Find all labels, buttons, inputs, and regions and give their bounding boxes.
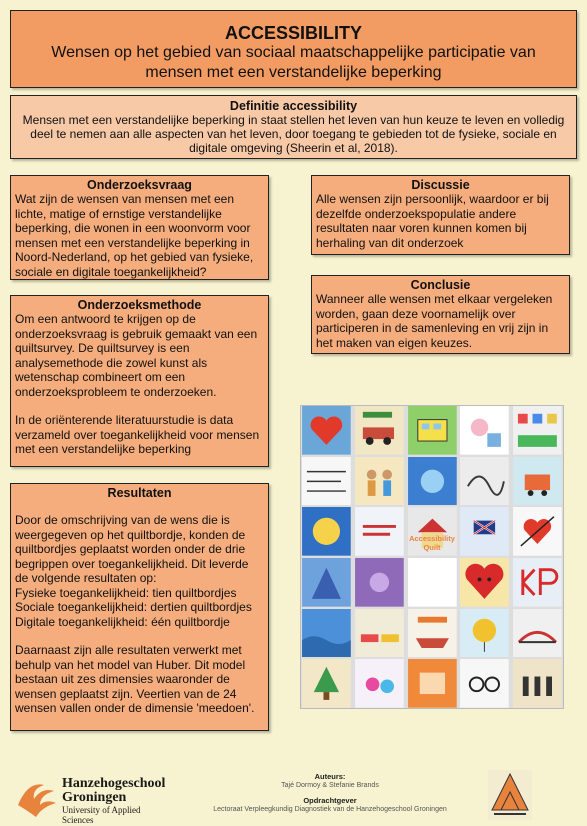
quilt-tile-kp [512, 558, 563, 607]
quilt-tile-car [354, 406, 405, 455]
quilt-tile-flag [459, 507, 510, 556]
conclusie-title: Conclusie [410, 278, 471, 292]
quilt-tile-cars [354, 609, 405, 658]
quilt-tile-balloon [459, 609, 510, 658]
auteurs-label: Auteurs: [314, 772, 346, 781]
quilt-tile-text [354, 507, 405, 556]
logo-subtitle: University of Applied Sciences [62, 805, 141, 825]
quilt-tile-orange [407, 659, 458, 708]
quilt-tile-glasses [459, 659, 510, 708]
onderzoeksmethode-title: Onderzoeksmethode [77, 298, 202, 312]
onderzoeksvraag-box [10, 175, 269, 280]
quilt-tile-blocks [512, 406, 563, 455]
credits [180, 772, 480, 814]
quilt-tile-blue-circle [301, 507, 352, 556]
poster-subtitle-line2: mensen met een verstandelijke beperking [145, 64, 442, 81]
poster-title: ACCESSIBILITY [224, 23, 362, 43]
resultaten-item: Digitale toegankelijkheid: één quiltbordje [15, 614, 230, 629]
quilt-tile-triangle [301, 558, 352, 607]
logo-name-line1: Hanzehogeschool [62, 776, 166, 791]
definitie-title: Definitie accessibility [229, 99, 358, 113]
discussie-title: Discussie [411, 178, 470, 192]
onderzoeksmethode-box [10, 295, 269, 467]
quilt-tile-figures [512, 659, 563, 708]
lectoraat-emblem-icon [488, 770, 532, 820]
onderzoeksmethode-paragraph: Om een antwoord te krijgen op de onderzoeksvraag is gebruik gemaakt van een quiltsurvey. De quiltsurvey is een analysemethode die zowel kunst als wetenschap combineert om een onderzoeksprobleem te onderzoeken. [15, 312, 258, 399]
conclusie-text: Wanneer alle wensen met elkaar vergeleken worden, gaan deze voornamelijk over participeren in de samenleving en vrij zijn in het maken van eigen keuzes. [316, 292, 553, 350]
onderzoeksvraag-title: Onderzoeksvraag [87, 178, 192, 192]
opdrachtgever-name: Lectoraat Verpleegkundig Diagnostiek van de Hanzehogeschool Groningen [213, 806, 447, 813]
quilt-tile-scribble [459, 457, 510, 506]
discussie-text: Alle wensen zijn persoonlijk, waardoor er bij dezelfde onderzoekspopulatie andere resultaten naar voren kunnen komen bij herhaling van dit onderzoek [316, 192, 549, 250]
hanzehogeschool-logo [14, 775, 174, 823]
resultaten-body [15, 513, 264, 716]
onderzoeksmethode-paragraph: In de oriënterende literatuurstudie is data verzameld over toegankelijkheid voor mensen met een verstandelijke beperking [15, 413, 260, 456]
quilt-tile-purple [354, 558, 405, 607]
definitie-box [10, 95, 577, 159]
accessibility-quilt-image [300, 405, 564, 709]
quilt-tile-boat [407, 609, 458, 658]
quilt-tile-heart-arrow [512, 507, 563, 556]
conclusie-box [311, 275, 570, 354]
logo-name-line2: Groningen [62, 790, 127, 805]
quilt-center-label [402, 534, 462, 552]
poster-header [10, 10, 577, 88]
quilt-tile-drawing [459, 406, 510, 455]
quilt-tile-big-heart [459, 558, 510, 607]
quilt-tile-bus [407, 406, 458, 455]
onderzoeksvraag-text: Wat zijn de wensen van mensen met een lichte, matige of ernstige verstandelijke beperking, die wonen in een woonvorm voor mensen met een verstandelijke beperking in Noord-Nederland, op het gebied van fysieke, sociale en digitale toegankelijkheid? [15, 192, 254, 279]
quilt-label-line1: Accessibility [409, 534, 455, 543]
quilt-tile-sea [301, 609, 352, 658]
resultaten-paragraph: Door de omschrijving van de wens die is weergegeven op het quiltbordje, konden de quiltbordjes geplaatst worden onder de drie begrippen over toegankelijkheid. Dit leverde de volgende resultaten op: [15, 513, 249, 585]
quilt-tile-blue [407, 457, 458, 506]
quilt-tile-cart [512, 457, 563, 506]
discussie-box [311, 175, 570, 255]
quilt-tile-center [407, 558, 458, 607]
definitie-text: Mensen met een verstandelijke beperking in staat stellen het leven van hun keuze te leven en volledig deel te nemen aan alle aspecten van het leven, door toegang te gebieden tot de fysieke, sociale en digitale omgeving (Sheerin et al, 2018). [22, 113, 565, 155]
onderzoeksmethode-body [15, 312, 264, 457]
poster-subtitle-line1: Wensen op het gebied van sociaal maatschappelijke participatie van [51, 44, 536, 61]
resultaten-item: Fysieke toegankelijkheid: tien quiltbordjes [15, 585, 237, 600]
logo-text [62, 777, 174, 825]
quilt-tile-snoep [354, 659, 405, 708]
quilt-tile-people [354, 457, 405, 506]
quilt-tile-bridge [512, 609, 563, 658]
quilt-tile-heart [301, 406, 352, 455]
quilt-tile-lines [301, 457, 352, 506]
hanze-flame-icon [14, 775, 60, 821]
auteurs-names: Tajé Dormoy & Stefanie Brands [281, 782, 379, 789]
quilt-label-line2: Quilt [423, 543, 441, 552]
opdrachtgever-label: Opdrachtgever [303, 796, 357, 805]
resultaten-paragraph: Daarnaast zijn alle resultaten verwerkt met behulp van het model van Huber. Dit model bestaan uit zes dimensies waaronder de wensen geplaatst zijn. Veertien van de 24 wensen vallen onder de dimensie 'meedoen'. [15, 643, 255, 715]
resultaten-title: Resultaten [107, 486, 172, 500]
resultaten-item: Sociale toegankelijkheid: dertien quiltbordjes [15, 600, 252, 614]
resultaten-box [10, 483, 269, 731]
quilt-tile-tree [301, 659, 352, 708]
